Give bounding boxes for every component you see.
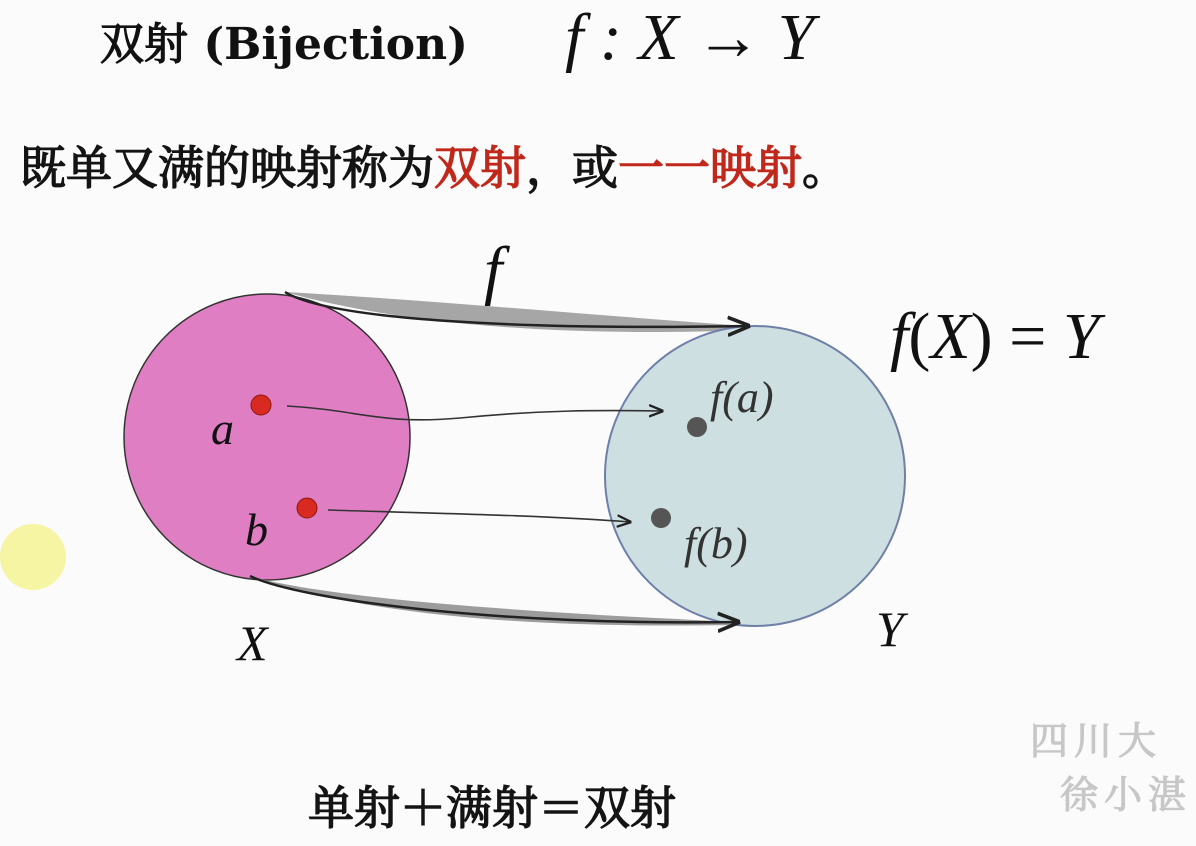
slide-title: 双射 (Bijection) xyxy=(100,19,468,70)
image-equation xyxy=(890,300,1106,373)
eq-close: ) = xyxy=(970,300,1063,373)
codomain-label-y: Y xyxy=(876,601,904,657)
eq-f: f xyxy=(890,300,909,373)
label-fa: f(a) xyxy=(710,373,774,422)
definition-middle: ，或 xyxy=(526,141,618,195)
cursor-highlight xyxy=(0,524,66,590)
term-bijection: 双射 xyxy=(434,141,526,195)
point-fa xyxy=(687,417,707,437)
point-b xyxy=(297,498,317,518)
label-fb: f(b) xyxy=(684,519,748,568)
definition-prefix: 既单又满的映射称为 xyxy=(20,141,434,195)
mapping-formula: f : X → Y xyxy=(565,1,815,74)
eq-open: ( xyxy=(908,300,931,373)
domain-label-x: X xyxy=(237,615,268,671)
map-label-f: f xyxy=(484,234,503,307)
eq-x: X xyxy=(930,300,971,373)
eq-y: Y xyxy=(1062,300,1100,373)
watermark-line1: 四川大 xyxy=(1030,719,1163,763)
label-b: b xyxy=(245,504,268,555)
point-fb xyxy=(651,508,671,528)
codomain-circle xyxy=(605,326,905,626)
label-a: a xyxy=(211,403,234,454)
definition-suffix: 。 xyxy=(802,141,848,195)
summary-equation: 单射＋满射＝双射 xyxy=(308,781,676,835)
term-one-to-one: 一一映射 xyxy=(618,141,802,195)
point-a xyxy=(251,395,271,415)
watermark-line2: 徐小湛 xyxy=(1060,773,1193,817)
